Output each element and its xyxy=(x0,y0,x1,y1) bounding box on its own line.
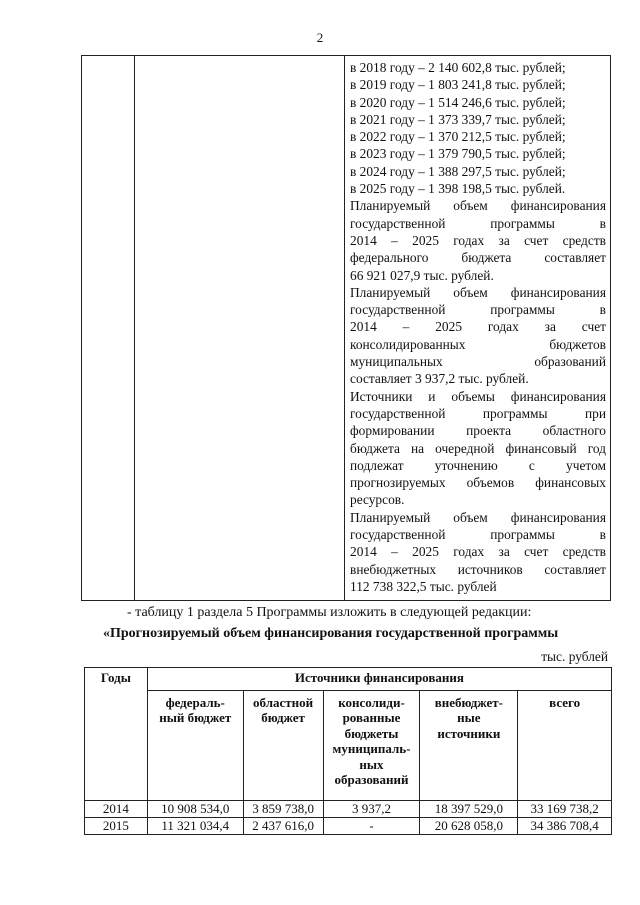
paragraph-line: 112 738 322,5 тыс. рублей xyxy=(350,578,497,594)
column-divider xyxy=(134,56,135,600)
header-sources: Источники финансирования xyxy=(147,668,611,691)
year-amount-line: в 2018 году – 2 140 602,8 тыс. рублей; xyxy=(350,60,566,75)
paragraph-line: составляет 3 937,2 тыс. рублей. xyxy=(350,371,529,387)
paragraph-line: 2014 – 2025 годах за счет средств xyxy=(350,544,606,560)
amount-cell: 3 937,2 xyxy=(323,800,420,817)
page-number: 2 xyxy=(316,30,324,45)
year-amount-line: в 2021 году – 1 373 339,7 тыс. рублей; xyxy=(350,111,566,127)
paragraph-line: формировании проекта областного xyxy=(350,423,606,439)
header-years: Годы xyxy=(85,668,148,801)
paragraph-line: 2014 – 2025 годах за счет средств xyxy=(350,232,606,248)
paragraph-line: федерального бюджета составляет xyxy=(350,250,606,266)
year-amount-line: в 2025 году – 1 398 198,5 тыс. рублей. xyxy=(350,181,566,197)
financing-table xyxy=(84,667,612,835)
amount-cell: 3 859 738,0 xyxy=(243,800,323,817)
table-row xyxy=(85,800,612,817)
paragraph-line: 2014 – 2025 годах за счет xyxy=(350,319,606,335)
table-row xyxy=(85,817,612,834)
paragraph-line: ресурсов. xyxy=(350,492,405,508)
amount-cell: 11 321 034,4 xyxy=(147,817,243,834)
column-header: областной бюджет xyxy=(243,690,323,800)
table-heading: «Прогнозируемый объем финансирования государственной программы xyxy=(103,626,559,641)
column-divider xyxy=(344,56,345,600)
paragraph-line: консолидированных бюджетов xyxy=(350,336,606,352)
amount-cell: 33 169 738,2 xyxy=(518,800,612,817)
paragraph-line: 66 921 027,9 тыс. рублей. xyxy=(350,267,494,283)
column-header: консолиди- рованные бюджеты муниципаль- ных образований xyxy=(323,690,420,800)
amount-cell: - xyxy=(323,817,420,834)
amount-cell: 34 386 708,4 xyxy=(518,817,612,834)
column-header: внебюджет- ные источники xyxy=(420,690,518,800)
paragraph-line: Планируемый объем финансирования xyxy=(350,509,606,525)
year-amount-line: в 2022 году – 1 370 212,5 тыс. рублей; xyxy=(350,129,566,145)
column-header: всего xyxy=(518,690,612,800)
paragraph-line: Планируемый объем финансирования xyxy=(350,284,606,300)
year-amount-line: в 2019 году – 1 803 241,8 тыс. рублей; xyxy=(350,77,566,93)
year-amount-line: в 2024 году – 1 388 297,5 тыс. рублей; xyxy=(350,163,566,179)
paragraph-line: бюджета на очередной финансовый год xyxy=(350,440,606,456)
amount-cell: 10 908 534,0 xyxy=(147,800,243,817)
year-cell: 2015 xyxy=(85,817,148,834)
paragraph-line: подлежат уточнению с учетом xyxy=(350,457,606,473)
amount-cell: 2 437 616,0 xyxy=(243,817,323,834)
amount-cell: 20 628 058,0 xyxy=(420,817,518,834)
paragraph-line: государственной программы в xyxy=(350,215,606,231)
paragraph-line: прогнозируемых объемов финансовых xyxy=(350,475,606,491)
paragraph-line: государственной программы в xyxy=(350,302,606,318)
year-cell: 2014 xyxy=(85,800,148,817)
paragraph-line: муниципальных образований xyxy=(350,354,606,370)
amount-cell: 18 397 529,0 xyxy=(420,800,518,817)
year-amount-line: в 2023 году – 1 379 790,5 тыс. рублей; xyxy=(350,146,566,162)
paragraph-line: государственной программы при xyxy=(350,405,606,421)
paragraph-line: внебюджетных источников составляет xyxy=(350,561,606,577)
financing-cell xyxy=(350,59,606,595)
passport-table xyxy=(81,55,611,601)
year-amount-line: в 2020 году – 1 514 246,6 тыс. рублей; xyxy=(350,94,566,110)
paragraph-line: государственной программы в xyxy=(350,527,606,543)
paragraph-line: Планируемый объем финансирования xyxy=(350,198,606,214)
paragraph-line: Источники и объемы финансирования xyxy=(350,388,606,404)
units-label: тыс. рублей xyxy=(541,649,608,664)
instruction-text: - таблицу 1 раздела 5 Программы изложить в следующей редакции: xyxy=(127,605,532,620)
column-header: федераль- ный бюджет xyxy=(147,690,243,800)
